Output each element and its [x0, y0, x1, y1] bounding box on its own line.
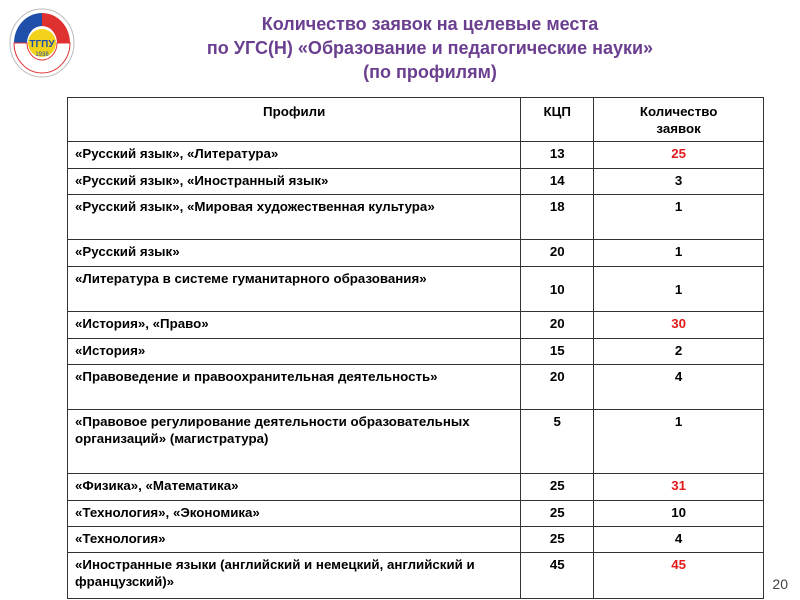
svg-text:1938: 1938 — [35, 52, 49, 58]
row-count: 1 — [594, 410, 764, 474]
table-row — [68, 527, 764, 553]
row-count: 10 — [594, 501, 764, 527]
row-profile: «Правовое регулирование деятельности образовательных организаций» (магистратура) — [68, 410, 521, 474]
applications-table — [67, 97, 764, 599]
row-kcp: 20 — [521, 365, 594, 410]
row-profile: «Технология», «Экономика» — [68, 501, 521, 527]
row-profile: «Русский язык», «Иностранный язык» — [68, 169, 521, 195]
row-count: 31 — [594, 474, 764, 501]
table-row — [68, 410, 764, 474]
row-count: 45 — [594, 553, 764, 599]
row-profile: «Правоведение и правоохранительная деятельность» — [68, 365, 521, 410]
header-count-line-1: Количество — [639, 104, 718, 119]
row-profile: «История», «Право» — [68, 312, 521, 339]
row-kcp: 14 — [521, 169, 594, 195]
table-row — [68, 240, 764, 267]
row-kcp: 25 — [521, 501, 594, 527]
row-profile: «Русский язык», «Мировая художественная культура» — [68, 195, 521, 240]
title-line-2: по УГС(Н) «Образование и педагогические науки» — [206, 38, 654, 58]
table-row — [68, 267, 764, 312]
row-profile: «История» — [68, 339, 521, 365]
row-kcp: 20 — [521, 240, 594, 267]
table-row — [68, 142, 764, 169]
header-count — [594, 98, 764, 142]
row-kcp: 25 — [521, 527, 594, 553]
row-count: 1 — [594, 267, 764, 312]
university-logo-icon — [8, 6, 76, 80]
row-kcp: 20 — [521, 312, 594, 339]
row-kcp: 5 — [521, 410, 594, 474]
row-count: 25 — [594, 142, 764, 169]
table-row — [68, 339, 764, 365]
page-number: 20 — [772, 576, 788, 592]
row-kcp: 18 — [521, 195, 594, 240]
title-line-3: (по профилям) — [363, 62, 497, 82]
table-row — [68, 169, 764, 195]
table-row — [68, 501, 764, 527]
row-count: 3 — [594, 169, 764, 195]
table-row — [68, 195, 764, 240]
row-count: 30 — [594, 312, 764, 339]
row-count: 2 — [594, 339, 764, 365]
row-kcp: 15 — [521, 339, 594, 365]
table-row — [68, 312, 764, 339]
header-kcp: КЦП — [521, 98, 594, 142]
title-line-1: Количество заявок на целевые места — [261, 14, 599, 34]
row-kcp: 45 — [521, 553, 594, 599]
row-profile: «Русский язык» — [68, 240, 521, 267]
header-count-line-2: заявок — [656, 121, 701, 136]
row-kcp: 13 — [521, 142, 594, 169]
row-kcp: 10 — [521, 267, 594, 312]
row-profile: «Технология» — [68, 527, 521, 553]
table-row — [68, 474, 764, 501]
row-profile: «Иностранные языки (английский и немецкий, английский и французский)» — [68, 553, 521, 599]
row-profile: «Литература в системе гуманитарного образования» — [68, 267, 521, 312]
row-count: 1 — [594, 195, 764, 240]
row-count: 1 — [594, 240, 764, 267]
table-row — [68, 553, 764, 599]
row-profile: «Русский язык», «Литература» — [68, 142, 521, 169]
row-count: 4 — [594, 365, 764, 410]
svg-text:ТГПУ: ТГПУ — [29, 39, 55, 50]
table-row — [68, 365, 764, 410]
row-count: 4 — [594, 527, 764, 553]
header-profiles: Профили — [68, 98, 521, 142]
row-kcp: 25 — [521, 474, 594, 501]
row-profile: «Физика», «Математика» — [68, 474, 521, 501]
page-title — [90, 12, 770, 84]
